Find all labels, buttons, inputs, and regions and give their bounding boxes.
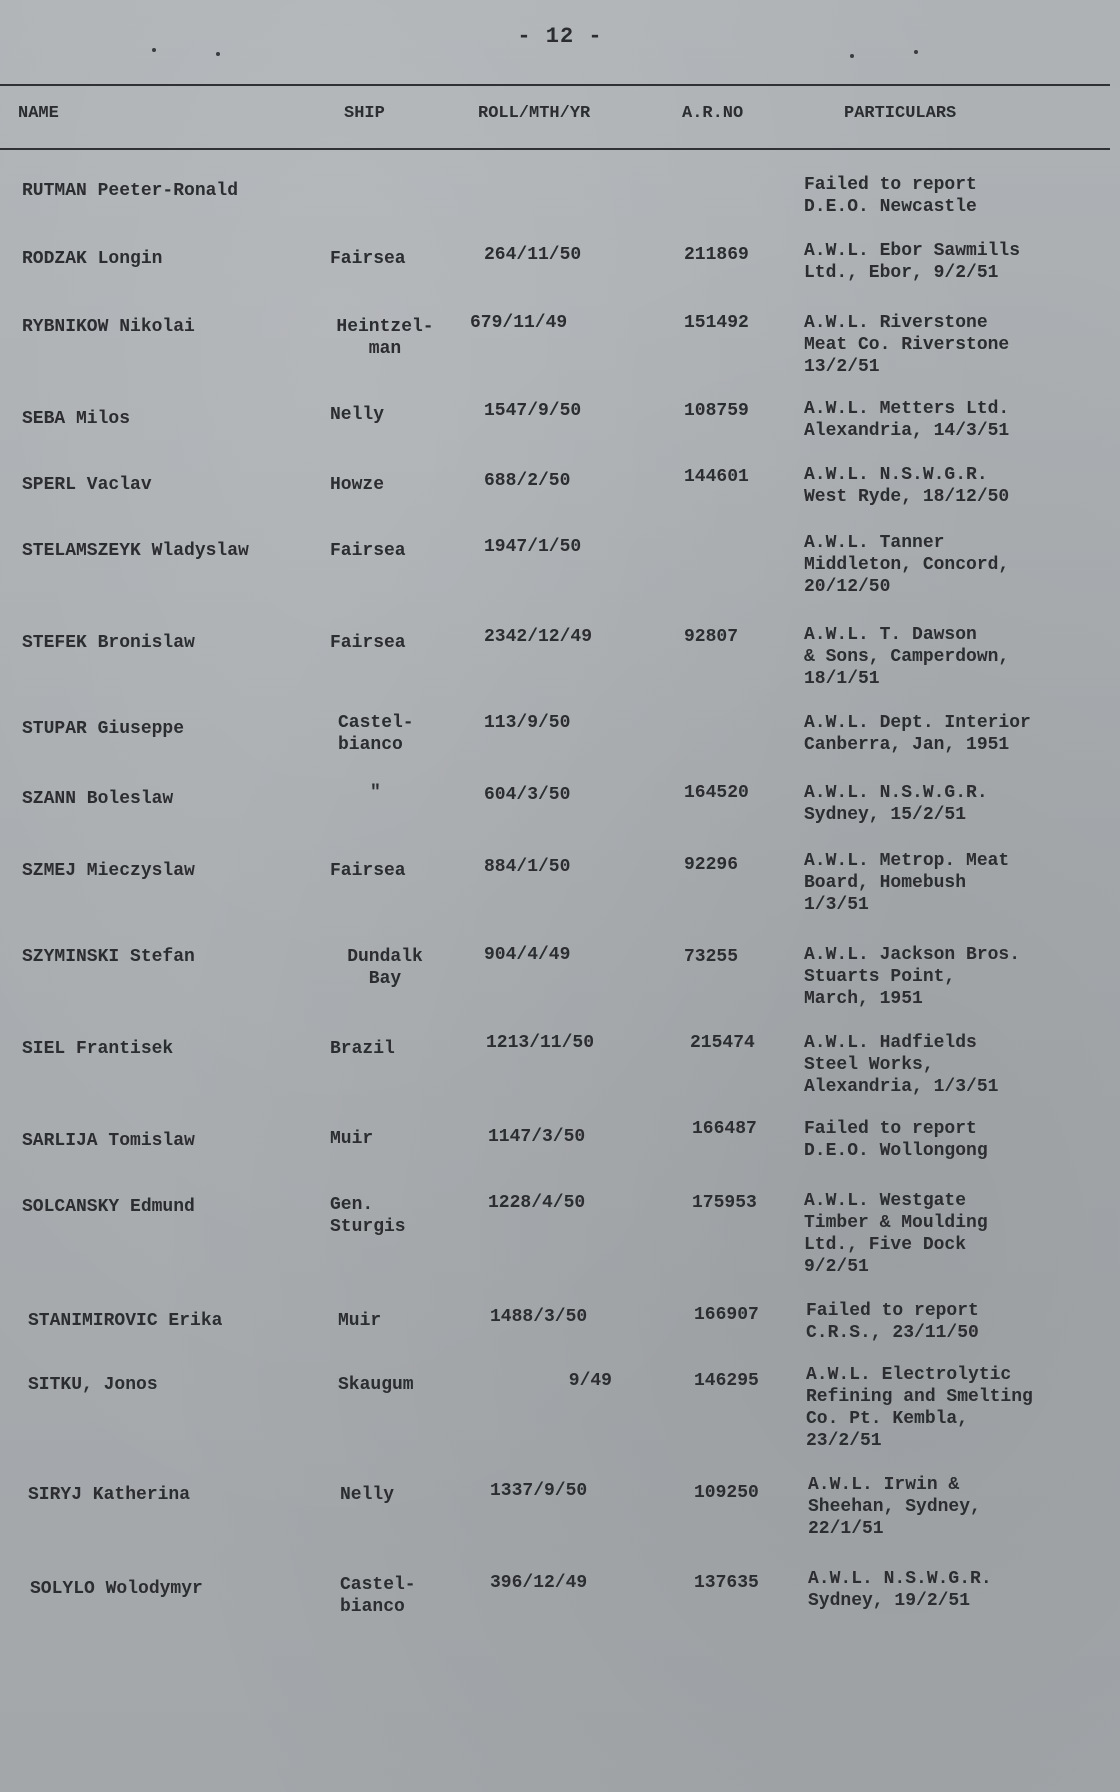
ar-number-cell: 108759 (684, 401, 749, 421)
ship-cell: Skaugum (338, 1375, 414, 1395)
punch-mark (152, 48, 156, 52)
particulars-cell: A.W.L. Riverstone Meat Co. Riverstone 13/2/51 (804, 313, 1010, 377)
ar-number-cell: 73255 (684, 947, 739, 967)
header-particulars: PARTICULARS (844, 104, 957, 123)
roll-cell: 1547/9/50 (484, 401, 582, 421)
particulars-cell: A.W.L. T. Dawson & Sons, Camperdown, 18/1/51 (804, 625, 1010, 689)
particulars-cell: A.W.L. Irwin & Sheehan, Sydney, 22/1/51 (808, 1475, 981, 1539)
ship-cell: Fairsea (330, 249, 406, 269)
name-cell: SPERL Vaclav (22, 475, 152, 495)
ship-cell: Nelly (340, 1485, 395, 1505)
roll-cell: 1337/9/50 (490, 1481, 588, 1501)
ship-cell: Muir (330, 1129, 374, 1149)
particulars-cell: A.W.L. N.S.W.G.R. Sydney, 19/2/51 (808, 1569, 992, 1611)
name-cell: STELAMSZEYK Wladyslaw (22, 541, 249, 561)
roll-cell: 604/3/50 (484, 785, 571, 805)
roll-cell: 679/11/49 (470, 313, 568, 333)
roll-cell: 688/2/50 (484, 471, 571, 491)
name-cell: SARLIJA Tomislaw (22, 1131, 195, 1151)
particulars-cell: A.W.L. Metrop. Meat Board, Homebush 1/3/51 (804, 851, 1010, 915)
ship-cell: Castel- bianco (340, 1575, 416, 1617)
roll-cell: 884/1/50 (484, 857, 571, 877)
ship-cell: " (370, 783, 381, 803)
name-cell: SOLCANSKY Edmund (22, 1197, 195, 1217)
particulars-cell: A.W.L. N.S.W.G.R. Sydney, 15/2/51 (804, 783, 988, 825)
header-rule (0, 148, 1110, 150)
name-cell: SEBA Milos (22, 409, 131, 429)
particulars-cell: A.W.L. Jackson Bros. Stuarts Point, March, 1951 (804, 945, 1021, 1009)
roll-cell: 396/12/49 (490, 1573, 588, 1593)
name-cell: SITKU, Jonos (28, 1375, 158, 1395)
roll-cell: 1213/11/50 (486, 1033, 595, 1053)
name-cell: SIRYJ Katherina (28, 1485, 191, 1505)
roll-cell: 2342/12/49 (484, 627, 593, 647)
ar-number-cell: 215474 (690, 1033, 755, 1053)
roll-cell: 264/11/50 (484, 245, 582, 265)
header-ar-no: A.R.NO (682, 104, 744, 123)
particulars-cell: A.W.L. Dept. Interior Canberra, Jan, 1951 (804, 713, 1031, 755)
ship-cell: Gen. Sturgis (330, 1195, 406, 1237)
ship-cell: Brazil (330, 1039, 395, 1059)
name-cell: STUPAR Giuseppe (22, 719, 185, 739)
punch-mark (216, 52, 220, 56)
roll-cell: 9/49 (568, 1371, 612, 1391)
name-cell: SZYMINSKI Stefan (22, 947, 195, 967)
ship-cell: Heintzel- man (336, 317, 434, 359)
header-name: NAME (18, 104, 59, 123)
ship-cell: Fairsea (330, 541, 406, 561)
particulars-cell: A.W.L. Metters Ltd. Alexandria, 14/3/51 (804, 399, 1010, 441)
particulars-cell: A.W.L. Westgate Timber & Moulding Ltd., Five Dock 9/2/51 (804, 1191, 988, 1277)
particulars-cell: Failed to report C.R.S., 23/11/50 (806, 1301, 979, 1343)
ar-number-cell: 164520 (684, 783, 749, 803)
ship-cell: Nelly (330, 405, 385, 425)
name-cell: SZMEJ Mieczyslaw (22, 861, 195, 881)
ar-number-cell: 211869 (684, 245, 749, 265)
ar-number-cell: 146295 (694, 1371, 759, 1391)
ar-number-cell: 92807 (684, 627, 739, 647)
roll-cell: 1147/3/50 (488, 1127, 586, 1147)
ar-number-cell: 175953 (692, 1193, 757, 1213)
particulars-cell: A.W.L. Electrolytic Refining and Smelting Co. Pt. Kembla, 23/2/51 (806, 1365, 1033, 1451)
roll-cell: 904/4/49 (484, 945, 571, 965)
particulars-cell: A.W.L. Tanner Middleton, Concord, 20/12/50 (804, 533, 1010, 597)
roll-cell: 1228/4/50 (488, 1193, 586, 1213)
ship-cell: Fairsea (330, 633, 406, 653)
ship-cell: Muir (338, 1311, 382, 1331)
particulars-cell: A.W.L. Hadfields Steel Works, Alexandria, 1/3/51 (804, 1033, 999, 1097)
ship-cell: Castel- bianco (338, 713, 414, 755)
ar-number-cell: 151492 (684, 313, 749, 333)
name-cell: STANIMIROVIC Erika (28, 1311, 223, 1331)
table-header (0, 104, 1120, 134)
roll-cell: 1488/3/50 (490, 1307, 588, 1327)
header-ship: SHIP (344, 104, 385, 123)
particulars-cell: Failed to report D.E.O. Wollongong (804, 1119, 988, 1161)
ar-number-cell: 92296 (684, 855, 739, 875)
name-cell: SIEL Frantisek (22, 1039, 174, 1059)
name-cell: SOLYLO Wolodymyr (30, 1579, 203, 1599)
ar-number-cell: 109250 (694, 1483, 759, 1503)
ship-cell: Fairsea (330, 861, 406, 881)
page-number: - 12 - (517, 24, 603, 49)
punch-mark (850, 54, 854, 58)
name-cell: RODZAK Longin (22, 249, 163, 269)
ar-number-cell: 166487 (692, 1119, 757, 1139)
roll-cell: 1947/1/50 (484, 537, 582, 557)
top-rule (0, 84, 1110, 86)
name-cell: RUTMAN Peeter-Ronald (22, 181, 239, 201)
particulars-cell: Failed to report D.E.O. Newcastle (804, 175, 977, 217)
ship-cell: Howze (330, 475, 385, 495)
name-cell: RYBNIKOW Nikolai (22, 317, 195, 337)
header-roll: ROLL/MTH/YR (478, 104, 591, 123)
ship-cell: Dundalk Bay (347, 947, 423, 989)
punch-mark (914, 50, 918, 54)
particulars-cell: A.W.L. Ebor Sawmills Ltd., Ebor, 9/2/51 (804, 241, 1021, 283)
ar-number-cell: 137635 (694, 1573, 759, 1593)
roll-cell: 113/9/50 (484, 713, 571, 733)
name-cell: SZANN Boleslaw (22, 789, 174, 809)
ar-number-cell: 166907 (694, 1305, 759, 1325)
particulars-cell: A.W.L. N.S.W.G.R. West Ryde, 18/12/50 (804, 465, 1010, 507)
ar-number-cell: 144601 (684, 467, 749, 487)
name-cell: STEFEK Bronislaw (22, 633, 195, 653)
